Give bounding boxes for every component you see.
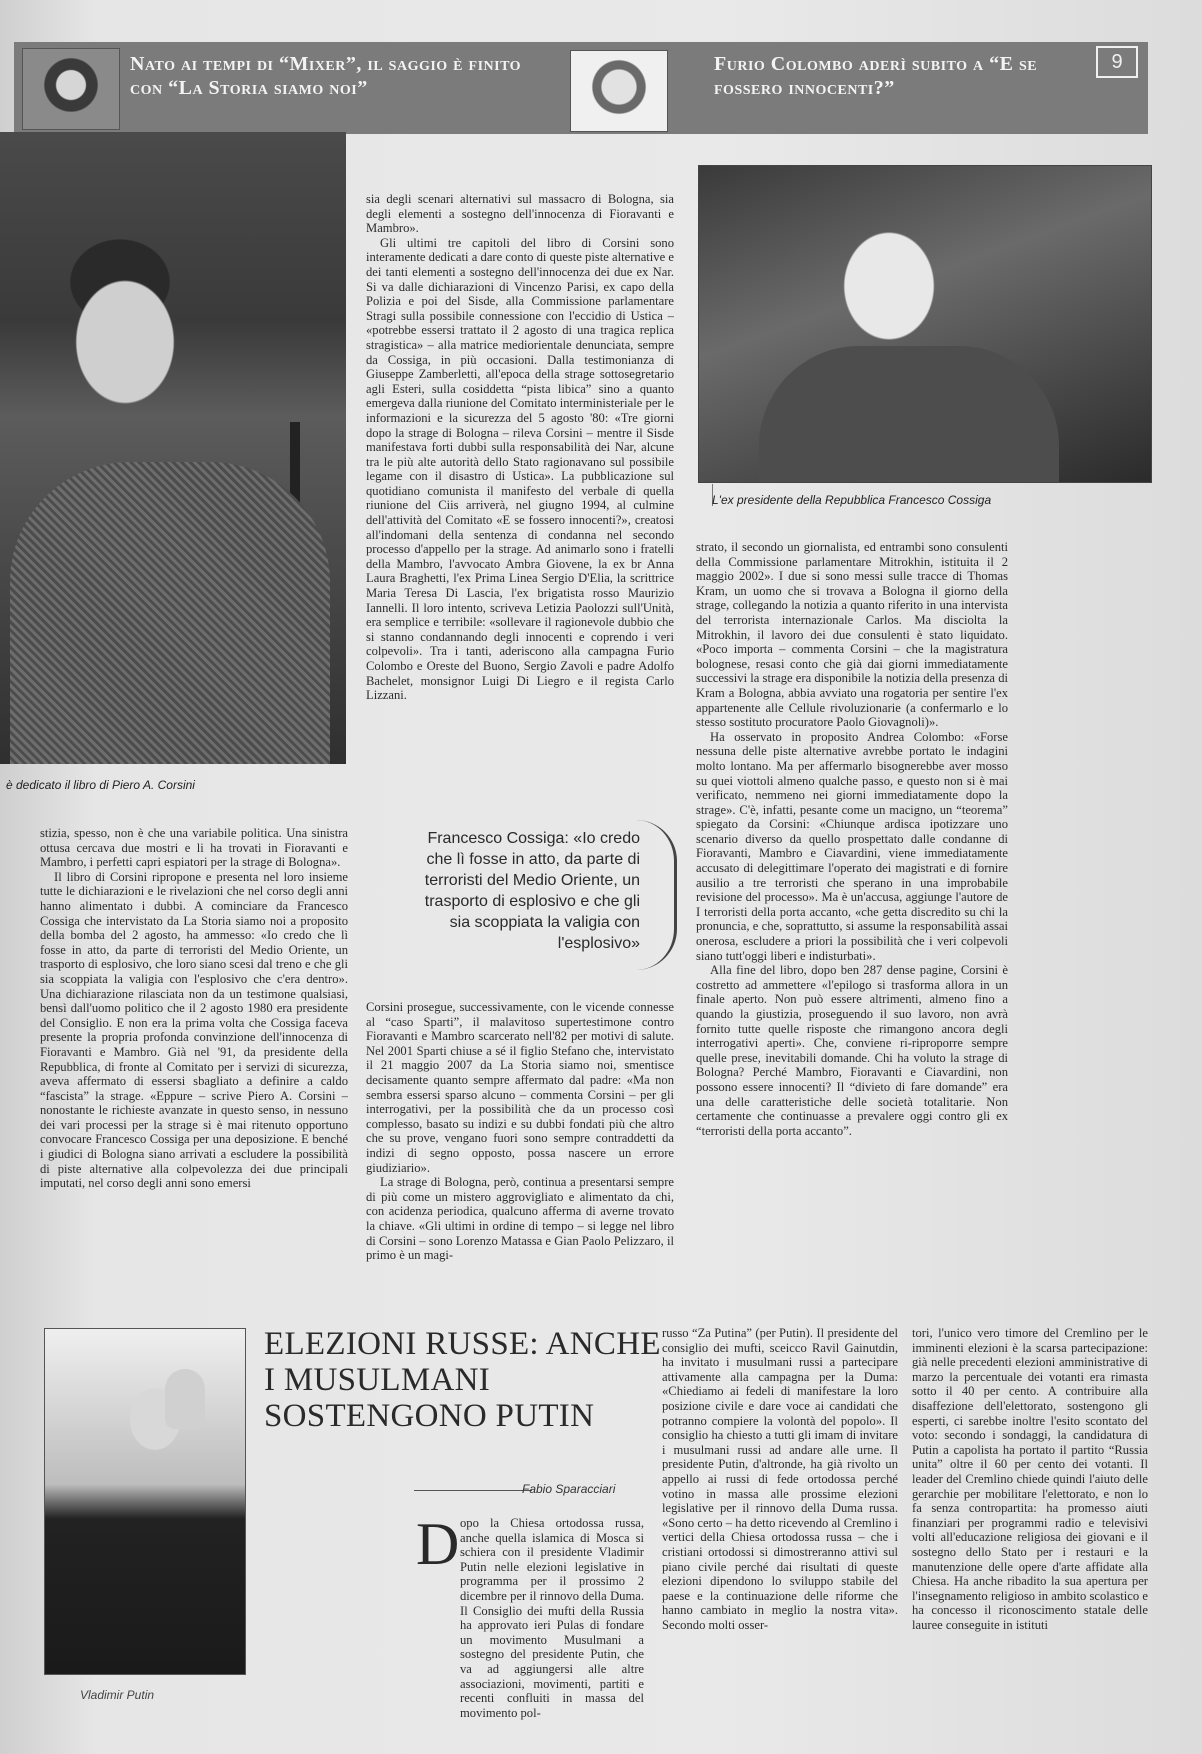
photo-corsini [0, 132, 346, 764]
column-2-top [366, 192, 674, 797]
article-column-b [662, 1326, 898, 1734]
pull-quote: Francesco Cossiga: «Io credo che lì fosse in atto, da parte di terroristi del Medio Oriente, un trasporto di esplosivo e che gli sia scoppiata la valigia con l'esplosivo» [424, 830, 640, 952]
paragraph: tori, l'unico vero timore del Cremlino per le imminenti elezioni è la scarsa partecipazione: già nelle precedenti elezioni amministrative di marzo la percentuale dei votanti era rimasta sotto il 40 per cento. A contribuire alla disaffezione dell'elettorato, sostengono gli esperti, ci sarebbe inoltre l'esito scontato del voto: secondo i sondaggi, la candidatura di Putin a capolista ha portato il partito “Russia unita” oltre il 60 per cento dei votanti. Il leader del Cremlino chiede quindi l'aiuto delle gerarchie per mobilitare l'elettorato, e non lo fa senza contropartita: ha promesso aiuti finanziari per programmi radio e televisivi volti all'educazione religiosa dei giovani e il sostegno dello Stato per i restauri e la manutenzione delle opere d'arte affidate alla Chiesa. Ha anche ribadito la sua apertura per l'insegnamento religioso in ambito scolastico e ha concesso il riconoscimento statale delle lauree conseguite in istituti [912, 1326, 1148, 1632]
photo-putin [44, 1328, 246, 1675]
article-column-a [416, 1511, 644, 1732]
paragraph: sia degli scenari alternativi sul massacro di Bologna, sia degli elementi a sostegno dell'innocenza di Fioravanti e Mambro». [366, 192, 674, 236]
header-headline-left: Nato ai tempi di “Mixer”, il saggio è finito con “La Storia siamo noi” [130, 53, 522, 99]
paragraph: Alla fine del libro, dopo ben 287 dense pagine, Corsini è costretto ad ammettere «l'epilogo si trasforma allora in un finale aperto. Non può essere altrimenti, almeno fino a quando la giustizia, proseguendo il suo lavoro, non avrà fornito tutte quelle risposte che rimangono ancora degli interrogativi aperti». Che, conviene ri-riproporre sempre quelle prese, inevitabili domande. Chi ha voluto la strage di Bologna? Perché Mambro, Fioravanti e Ciavardini, non possono essere innocenti? Il “divieto di fare domande” era una delle caratteristiche delle società totalitarie. Non certamente che continuasse a prevalere oggi contro gli ex “terroristi della porta accanto”. [696, 963, 1008, 1138]
paragraph: russo “Za Putina” (per Putin). Il presidente del consiglio dei mufti, sceicco Ravil Gainutdin, ha invitato i musulmani russi a partecipare attivamente alla campagna per la Duma: «Chiediamo ai fedeli di manifestare la loro posizione civile e dare voce ai candidati che potranno compiere la volontà del popolo». Il consiglio ha chiesto a tutti gli imam di invitare i musulmani russi ad andare alle urne. Il presidente Putin, d'altronde, ha già rivolto un appello ai russi di fede ortodossa perché votino in massa alle prossime elezioni legislative per il rinnovo della Duma russa. «Sono certo – ha detto ricevendo al Cremlino i vertici della Chiesa ortodossa russa – che i cristiani ortodossi si dimostreranno attivi sul piano civile perché dai risultati di queste elezioni dipendono lo sviluppo stabile del paese e la continuazione delle riforme che hanno cambiato in meglio la nostra vita». Secondo molti osser- [662, 1326, 898, 1632]
caption-corsini: è dedicato il libro di Piero A. Corsini [6, 778, 195, 792]
paragraph: Il libro di Corsini ripropone e presenta nel loro insieme tutte le dichiarazioni e le rivelazioni che nel corso degli anni hanno alimentato i dubbi. A cominciare da Francesco Cossiga che intervistato da La Storia siamo noi a proposito della bomba del 2 agosto, ha ammesso: «Io credo che lì fosse in atto, da parte di terroristi del Medio Oriente, un trasporto di esplosivo, che loro siano scesi dal treno e che gli sia scoppiata la valigia con l'esplosivo che c'era dentro». Una dichiarazione rilasciata non da un testimone qualsiasi, bensì dall'uomo politico che il 2 agosto 1980 era presidente del Consiglio. E non era la prima volta che Cossiga faceva presente la propria profonda convinzione dell'innocenza di Fioravanti e Mambro. Già nel '91, da presidente della Repubblica, di fronte al Comitato per i servizi di sicurezza, aveva affermato di essersi sbagliato a definire a caldo “fascista” la strage. «Eppure – scrive Piero A. Corsini – nonostante le richieste avanzate in questo senso, in nessuno dei vari processi per la strage si è mai ritenuto opportuno convocare Francesco Cossiga per una deposizione. E benché i giudici di Bologna siano arrivati a escludere la possibilità di piste alternative alla colpevolezza dei due principali imputati, nel corso degli anni sono emersi [40, 869, 348, 1191]
paragraph: La strage di Bologna, però, continua a presentarsi sempre di più come un mistero aggrovigliato e alimentato da chi, con acidenza periodica, qualcuno afferma di averne trovato la chiave. «Gli ultimi in ordine di tempo – si legge nel libro di Corsini – sono Lorenzo Matassa e Gian Paolo Pelizzaro, il primo è un magi- [366, 1175, 674, 1263]
drop-cap: D [416, 1511, 460, 1577]
column-2-bottom [366, 1000, 674, 1268]
page-number: 9 [1096, 46, 1138, 78]
article-column-c [912, 1326, 1148, 1734]
caption-putin: Vladimir Putin [80, 1688, 155, 1702]
header-headline-right: Furio Colombo aderì subito a “E se fossero innocenti?” [714, 53, 1038, 99]
caption-cossiga: L'ex presidente della Repubblica Francesco Cossiga [712, 493, 992, 507]
page-header [14, 42, 1148, 134]
paragraph: strato, il secondo un giornalista, ed entrambi sono consulenti della Commissione parlamentare Mitrokhin, istituita il 2 maggio 2002». I due si sono messi sulle tracce di Thomas Kram, un uomo che si trovava a Bologna il giorno della strage, collegando la notizia a quanto riferito in una intervista del terrorista internazionale Carlos. Ma disciolta la Mitrokhin, il lavoro dei due consulenti è stato liquidato. «Poco importa – commenta Corsini – che la magistratura bolognese, resasi conto che già dai giorni immediatamente successivi la strage era disponibile la notizia della presenza di Kram a Bologna, abbia avviato una rogatoria per sentire l'ex appartenente alle Cellule rivoluzionarie (a confermarlo e lo stesso sostituto procuratore Paolo Giovagnoli)». [696, 540, 1008, 730]
paragraph: stizia, spesso, non è che una variabile politica. Una sinistra ottusa cercava due mostri e li ha trovati in Fioravanti e Mambro, i perfetti capri espiatori per la strage di Bologna». [40, 826, 348, 870]
paragraph: opo la Chiesa ortodossa russa, anche quella islamica di Mosca si schiera con il presidente Vladimir Putin nelle elezioni legislative in programma per il prossimo 2 dicembre per il rinnovo della Duma. Il Consiglio dei mufti della Russia ha approvato ieri Pulas di fondare un movimento Musulmani a sostegno del presidente Putin, che va ad aggiungersi alle altre associazioni, movimenti, partiti e recenti confluiti in massa del movimento pol- [460, 1516, 644, 1720]
photo-suit [759, 346, 1059, 483]
pull-quote-bracket [636, 820, 677, 970]
photo-waving-hand [165, 1369, 205, 1429]
byline-rule [414, 1490, 532, 1491]
paragraph: Corsini prosegue, successivamente, con le vicende connesse al “caso Sparti”, il malavitoso supertestimone contro Fioravanti e Mambro scarcerato nell'82 per motivi di salute. Nel 2001 Sparti chiuse a sé il figlio Stefano che, intervistato il 21 maggio 2007 da La Storia siamo noi, smentisce decisamente quanto sempre affermato dal padre: «Ma non sembra essersi sparso alcuno – commenta Corsini – per gli interrogativi, per la possibilità che da un processo così complesso, basato su indizi e su dubbi fondati più che altro che su prove, vengano fuori sono sempre contraddetti da indizi di segno opposto, possa nascere un errore giudiziario». [366, 1000, 674, 1175]
header-portrait-left [22, 48, 120, 130]
photo-shirt [10, 462, 330, 764]
paragraph: Gli ultimi tre capitoli del libro di Corsini sono interamente dedicati a dare conto di queste piste alternative e dei tanti elementi a sostegno dell'innocenza dei due ex Nar. Si va dalle dichiarazioni di Vincenzo Parisi, ex capo della Polizia e poi del Sisde, alla Commissione parlamentare Stragi sulla possibile connessione con l'eccidio di Ustica – «potrebbe essersi trattato il 2 agosto di una tragica replica stragistica» – alla matrice mediorientale denunciata, sempre da Cossiga, in più occasioni. Dalla testimonianza di Giuseppe Zamberletti, all'epoca della strage sottosegretario agli Esteri, sulla cosiddetta “pista libica” sino a quanto emergeva dalla riunione del Comitato interministeriale per le informazioni e la sicurezza del 5 agosto '80: «Tre giorni dopo la strage di Bologna – rileva Corsini – mentre il Sisde manifestava forti dubbi sulla responsabilità dei Nar, alcune tra le più alte autorità dello Stato ragionavano sul possibile legame con il disastro di Ustica». La pubblicazione sul quotidiano comunista il manifesto del verbale di quella riunione del Ciis arriverà, nel giugno 1994, al culmine dell'attività del Comitato «E se fossero innocenti?», creatosi all'indomani della sentenza di condanna nel secondo processo d'appello per la strage. Ad animarlo sono i fratelli della Mambro, l'avvocato Ambra Giovene, la ex br Anna Laura Braghetti, l'ex Prima Linea Sergio D'Elia, la scrittrice Maria Teresa Di Lascia, l'ex brigatista rosso Maurizio Iannelli. Il loro intento, scriveva Letizia Paolozzi sull'Unità, era semplice e terribile: «sollevare il ragionevole dubbio che si stanno condannando degli innocenti e coprendo i veri colpevoli». Tra i tanti, aderiscono alla campagna Furio Colombo e Oreste del Buono, Sergio Zavoli e padre Adolfo Bachelet, monsignor Luigi Di Liegro e il regista Carlo Lizzani. [366, 235, 674, 703]
photo-cossiga [698, 165, 1152, 483]
column-1-bottom [40, 826, 348, 1266]
paragraph: Ha osservato in proposito Andrea Colombo: «Forse nessuna delle piste alternative avrebbe portato le indagini molto lontano. Ma per affermarlo bisognerebbe aver mosso su quei viottoli almeno qualche passo, e questo non si è mai verificato, nemmeno nei giorni immediatamente dopo la strage». C'è, infatti, pesante come un macigno, un “teorema” spiegato da Corsini: «Chiunque ardisca ipotizzare uno scenario diverso da quello prospettato dalle condanne di Fioravanti, Mambro e Ciavardini, viene immediatamente accusato di delegittimare l'operato dei magistrati e di fornire ausilio a tre terroristi che sperano in una improbabile revisione del processo». Ma è un'accusa, aggiunge l'autore de I terroristi della porta accanto, «che getta discredito su chi la pronuncia, e che, soprattutto, si assume la responsabilità assai onerosa, escludere a priori la possibilità che i veri colpevoli siano tutt'oggi liberi e indisturbati». [696, 729, 1008, 963]
header-portrait-right [570, 50, 668, 132]
article-headline: ELEZIONI RUSSE: ANCHE I MUSULMANI SOSTENGONO PUTIN [264, 1326, 661, 1434]
column-3 [696, 540, 1008, 1272]
article-byline: Fabio Sparacciari [522, 1482, 616, 1496]
